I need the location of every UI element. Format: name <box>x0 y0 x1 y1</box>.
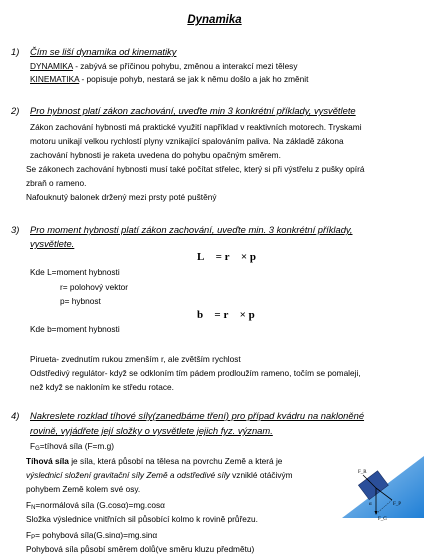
q2-text-line: Nafouknutý balonek držený mezi prsty poté puštěný <box>26 192 217 202</box>
q4-heading-cont: rovině, vyjádřete její složky o vysvětlete jejich fyz. význam. <box>30 425 273 436</box>
vyslednice-line-cont: pohybem Země kolem své osy. <box>26 484 141 494</box>
q2-heading: Pro hybnost platí zákon zachování, uveďte min 3 konkrétní příklady, vysvětlete <box>30 105 356 116</box>
dynamika-desc: - zabývá se příčinou pohybu, změnou a interakcí mezi tělesy <box>72 61 298 71</box>
inclined-plane-diagram <box>336 438 426 522</box>
diagram-label-fg: F_G <box>378 517 387 522</box>
q2-text-line: zachování hybnosti je raketa uvedena do pohybu opačným směrem. <box>30 150 281 160</box>
q1-line-dynamika <box>30 61 297 71</box>
q4-heading: Nakreslete rozklad tíhové síly(zanedbáme tření) pro případ kvádru na nakloněné <box>30 410 365 421</box>
vyslednice-line: výslednicí složení gravitační síly Země a odstředivé síly vzniklé otáčivým <box>26 470 293 480</box>
dynamika-term: DYNAMIKA <box>30 61 73 71</box>
fg-definition: $F_G=tíhová$ síla (F=m.g) <box>30 441 114 452</box>
q2-text-line: motoru unikají velkou rychlostí plyny vznikající spalováním paliva. Na základě zákona <box>30 136 344 146</box>
q3-example: Odstředivý regulátor- když se odkloním tím pádem prodloužím rameno, točím se pomaleji, <box>30 368 361 378</box>
q1-line-kinematika <box>30 74 308 84</box>
diagram-label-alpha: α <box>369 502 372 507</box>
tiha-term: Tíhová síla <box>26 456 69 466</box>
diagram-label-fp: F_P <box>393 502 402 507</box>
fn-description: Složka výslednice vnitřních sil působící kolmo k rovině průřezu. <box>26 514 258 524</box>
page-title: Dynamika <box>187 14 242 26</box>
q2-text-line: Zákon zachování hybnosti má praktické využití například v reaktivních motorech. Tryskami <box>30 122 362 132</box>
q3-example: než když se nakloním ke středu rotace. <box>30 382 174 392</box>
q2-text-line: Se zákonech zachování hybnosti musí také počítat střelec, který si při výstřelu z pušky opírá <box>26 164 365 174</box>
kinematika-desc: - popisuje pohyb, nestará se jak k němu došlo a jak ho změnit <box>79 74 309 84</box>
angular-momentum-formula-b: b⃗ = r⃗ × p⃗ <box>197 309 264 321</box>
q3-definition: p= hybnost <box>60 296 101 306</box>
q2-number: 2) <box>11 105 20 116</box>
q3-heading: Pro moment hybnosti platí zákon zachování, uveďte min. 3 konkrétní příklady, <box>30 224 353 235</box>
q3-heading-cont: vysvětlete. <box>30 238 75 249</box>
q3-definition: Kde L=moment hybnosti <box>30 267 120 277</box>
fp-definition: $F_P=$ pohybová síla(G.sinα)=mg.sinα <box>26 530 158 541</box>
fn-definition: $F_N=normálová$ síla (G.cosα)=mg.cosα <box>26 500 165 511</box>
q3-example: Pirueta- zvednutím rukou zmenším r, ale zvětším rychlost <box>30 354 241 364</box>
q3-definition: Kde b=moment hybnosti <box>30 324 120 334</box>
tiha-line: Tíhová síla je síla, která působí na tělesa na povrchu Země a která je <box>26 456 283 466</box>
kinematika-term: KINEMATIKA <box>30 74 80 84</box>
q2-text-line: zbraň o rameno. <box>26 178 87 188</box>
fp-description: Pohybová síla působí směrem dolů(ve směru kluzu předmětu) <box>26 544 255 554</box>
q3-number: 3) <box>11 224 20 235</box>
q1-heading: Čím se liší dynamika od kinematiky <box>30 46 177 57</box>
diagram-label-fr: F_R <box>358 470 367 475</box>
q1-number: 1) <box>11 46 20 57</box>
q3-definition: r= polohový vektor <box>60 282 129 292</box>
angular-momentum-formula: L⃗ = r⃗ × p⃗ <box>197 251 265 263</box>
q4-number: 4) <box>11 410 20 421</box>
